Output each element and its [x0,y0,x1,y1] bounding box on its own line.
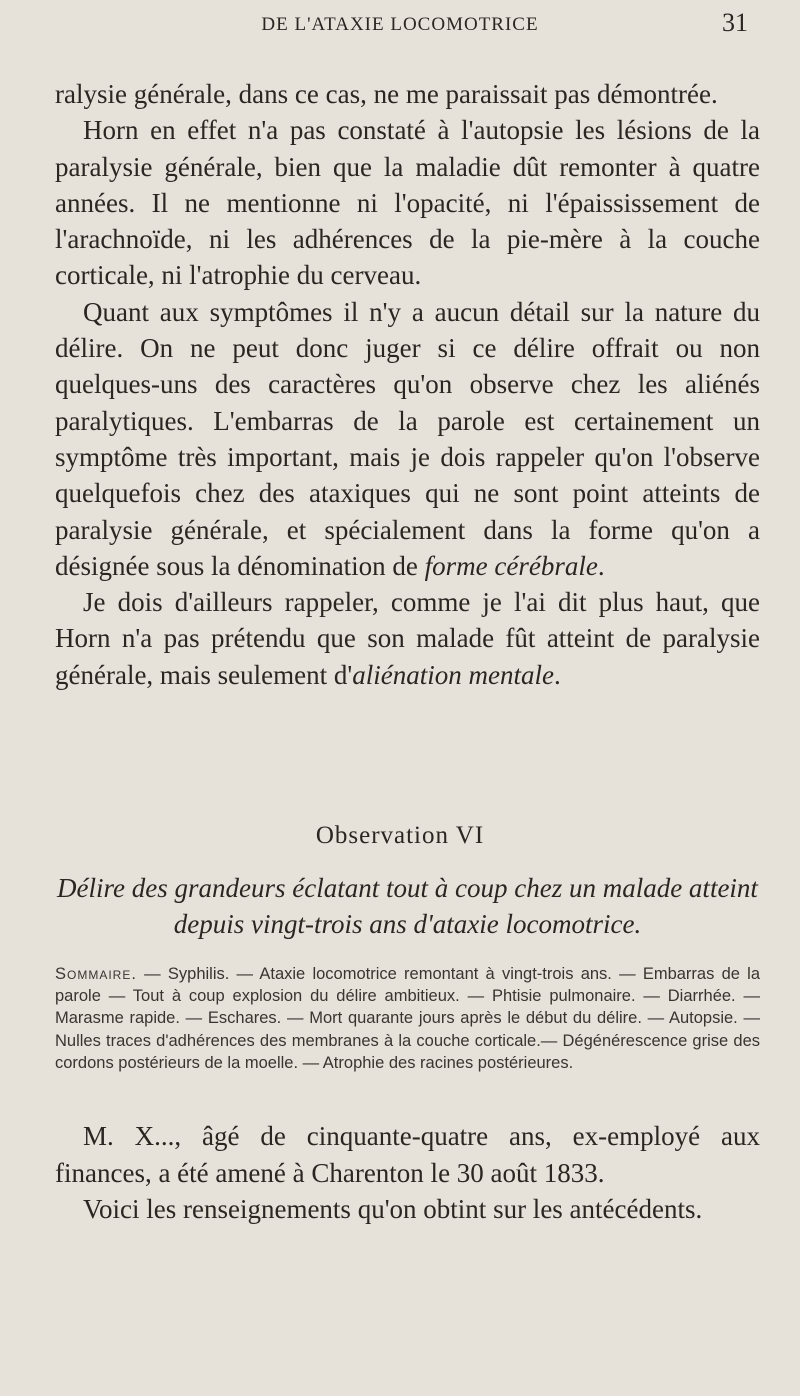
observation-heading: Observation VI [315,822,485,849]
page-header [0,6,800,46]
page-number: 31 [722,8,748,37]
paragraph-4-text: Je dois d'ailleurs rappeler, comme je l'ai dit plus haut, que Horn n'a pas prétendu que son malade fût atteint de paralysie générale, mais seulement d' [55,587,760,690]
paragraph-4-end: . [553,659,561,690]
paragraph-4-italic: aliénation mentale [352,659,554,690]
sommaire [55,963,760,1074]
observation-paragraph-1: M. X..., âgé de cinquante-quatre ans, ex-employé aux finances, a été amené à Charenton le 30 août 1833. [55,1121,760,1188]
sommaire-label: Sommaire. [55,965,137,983]
observation-paragraph-2: Voici les renseignements qu'on obtint sur les antécédents. [83,1194,703,1224]
running-title: DE L'ATAXIE LOCOMOTRICE [261,14,539,35]
observation-subtitle: Délire des grandeurs éclatant tout à coup chez un malade atteint depuis vingt-trois ans d'ataxie locomotrice. [57,873,758,939]
main-text [55,76,760,693]
paragraph-3 [55,294,760,584]
observation-text [55,1118,760,1228]
sommaire-text: — Syphilis. — Ataxie locomotrice remontant à vingt-trois ans. — Embarras de la parole — Tout à coup explosion du délire ambitieux. — Phtisie pulmonaire. — Diarrhée. — Marasme rapide. — Eschares. — Mort quarante jours après le début du délire. — Autopsie. — Nulles traces d'adhérences des membranes à la couche corticale.— Dégénérescence grise des cordons postérieurs de la moelle. — Atrophie des racines postérieures. [55,965,760,1072]
paragraph-1: ralysie générale, dans ce cas, ne me paraissait pas démontrée. [55,79,718,109]
paragraph-3-text: Quant aux symptômes il n'y a aucun détail sur la nature du délire. On ne peut donc juger si ce délire offrait ou non quelques-uns des caractères qu'on observe chez les aliénés paralytiques. L'embarras de la parole est certainement un symptôme très important, mais je dois rappeler qu'on l'observe quelquefois chez des ataxiques qui ne sont point atteints de paralysie générale, et spécialement dans la forme qu'on a désignée sous la dénomination de [55,296,760,581]
paragraph-4 [55,584,760,693]
paragraph-3-end: . [597,550,605,581]
paragraph-3-italic: forme cérébrale [424,550,598,581]
paragraph-2: Horn en effet n'a pas constaté à l'autopsie les lésions de la paralysie générale, bien que la maladie dût remonter à quatre années. Il ne mentionne ni l'opacité, ni l'épaississement de l'arachnoïde, ni les adhérences de la pie-mère à la couche corticale, ni l'atrophie du cerveau. [55,115,760,291]
